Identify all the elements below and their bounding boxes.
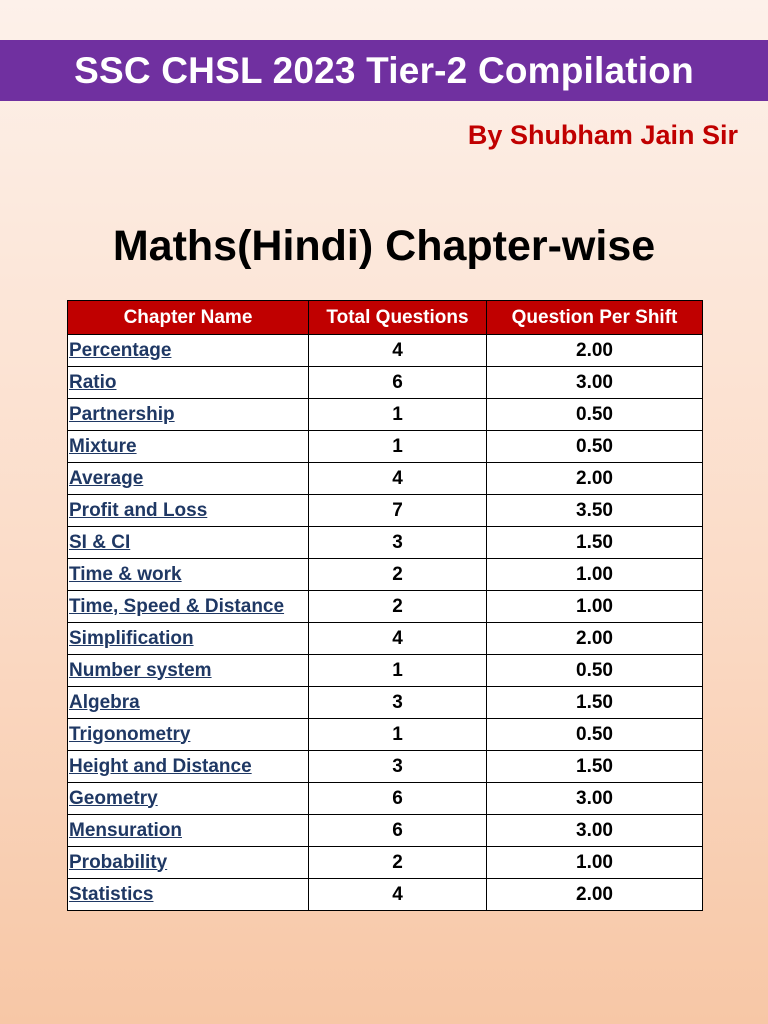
chapter-cell — [68, 879, 309, 911]
table-row — [68, 751, 703, 783]
chapter-link[interactable]: SI & CI — [69, 531, 131, 553]
questions-per-shift-cell: 1.00 — [487, 591, 703, 623]
total-questions-cell: 3 — [309, 751, 487, 783]
chapter-cell — [68, 463, 309, 495]
questions-per-shift-cell: 0.50 — [487, 431, 703, 463]
questions-per-shift-cell: 1.50 — [487, 687, 703, 719]
table-row — [68, 431, 703, 463]
chapter-link[interactable]: Trigonometry — [69, 723, 191, 745]
total-questions-cell: 2 — [309, 591, 487, 623]
column-header-per-shift: Question Per Shift — [487, 301, 703, 335]
total-questions-cell: 4 — [309, 463, 487, 495]
chapter-link[interactable]: Probability — [69, 851, 168, 873]
chapter-link[interactable]: Height and Distance — [69, 755, 252, 777]
chapter-link[interactable]: Ratio — [69, 371, 117, 393]
page-title: SSC CHSL 2023 Tier-2 Compilation — [74, 49, 694, 91]
questions-per-shift-cell: 3.00 — [487, 367, 703, 399]
total-questions-cell: 1 — [309, 431, 487, 463]
chapter-link[interactable]: Geometry — [69, 787, 158, 809]
total-questions-cell: 4 — [309, 335, 487, 367]
table-row — [68, 367, 703, 399]
title-banner — [0, 40, 768, 101]
chapter-link[interactable]: Profit and Loss — [69, 499, 208, 521]
table-row — [68, 559, 703, 591]
table-row — [68, 687, 703, 719]
chapter-table — [67, 300, 703, 911]
table-row — [68, 591, 703, 623]
chapter-cell — [68, 591, 309, 623]
chapter-cell — [68, 847, 309, 879]
author-credit: By Shubham Jain Sir — [467, 120, 738, 150]
chapter-cell — [68, 431, 309, 463]
chapter-link[interactable]: Simplification — [69, 627, 194, 649]
table-row — [68, 655, 703, 687]
questions-per-shift-cell: 1.00 — [487, 847, 703, 879]
chapter-cell — [68, 399, 309, 431]
questions-per-shift-cell: 3.00 — [487, 783, 703, 815]
questions-per-shift-cell: 0.50 — [487, 399, 703, 431]
chapter-cell — [68, 367, 309, 399]
total-questions-cell: 1 — [309, 399, 487, 431]
table-row — [68, 815, 703, 847]
chapter-link[interactable]: Number system — [69, 659, 212, 681]
chapter-cell — [68, 815, 309, 847]
chapter-link[interactable]: Statistics — [69, 883, 154, 905]
chapter-cell — [68, 623, 309, 655]
total-questions-cell: 1 — [309, 655, 487, 687]
questions-per-shift-cell: 0.50 — [487, 655, 703, 687]
chapter-cell — [68, 719, 309, 751]
chapter-link[interactable]: Algebra — [69, 691, 140, 713]
chapter-link[interactable]: Time & work — [69, 563, 182, 585]
questions-per-shift-cell: 3.50 — [487, 495, 703, 527]
chapter-cell — [68, 495, 309, 527]
table-row — [68, 335, 703, 367]
table-row — [68, 463, 703, 495]
chapter-cell — [68, 527, 309, 559]
total-questions-cell: 3 — [309, 687, 487, 719]
table-row — [68, 495, 703, 527]
chapter-cell — [68, 751, 309, 783]
chapter-cell — [68, 783, 309, 815]
chapter-link[interactable]: Time, Speed & Distance — [69, 595, 285, 617]
table-row — [68, 847, 703, 879]
questions-per-shift-cell: 1.50 — [487, 751, 703, 783]
questions-per-shift-cell: 2.00 — [487, 335, 703, 367]
table-header-row — [68, 301, 703, 335]
total-questions-cell: 6 — [309, 367, 487, 399]
table-row — [68, 719, 703, 751]
total-questions-cell: 6 — [309, 815, 487, 847]
chapter-link[interactable]: Percentage — [69, 339, 172, 361]
chapter-cell — [68, 655, 309, 687]
chapter-link[interactable]: Mensuration — [69, 819, 182, 841]
chapter-cell — [68, 335, 309, 367]
table-body — [68, 335, 703, 911]
column-header-total: Total Questions — [309, 301, 487, 335]
table-row — [68, 879, 703, 911]
section-heading: Maths(Hindi) Chapter-wise — [112, 222, 656, 270]
total-questions-cell: 3 — [309, 527, 487, 559]
table-row — [68, 623, 703, 655]
questions-per-shift-cell: 2.00 — [487, 879, 703, 911]
total-questions-cell: 6 — [309, 783, 487, 815]
chapter-link[interactable]: Partnership — [69, 403, 175, 425]
chapter-link[interactable]: Average — [69, 467, 144, 489]
chapter-cell — [68, 687, 309, 719]
total-questions-cell: 2 — [309, 847, 487, 879]
questions-per-shift-cell: 1.50 — [487, 527, 703, 559]
table-row — [68, 783, 703, 815]
total-questions-cell: 7 — [309, 495, 487, 527]
questions-per-shift-cell: 3.00 — [487, 815, 703, 847]
column-header-chapter: Chapter Name — [68, 301, 309, 335]
total-questions-cell: 4 — [309, 879, 487, 911]
chapter-cell — [68, 559, 309, 591]
questions-per-shift-cell: 0.50 — [487, 719, 703, 751]
questions-per-shift-cell: 2.00 — [487, 623, 703, 655]
table-row — [68, 399, 703, 431]
total-questions-cell: 2 — [309, 559, 487, 591]
table-row — [68, 527, 703, 559]
questions-per-shift-cell: 1.00 — [487, 559, 703, 591]
total-questions-cell: 1 — [309, 719, 487, 751]
chapter-link[interactable]: Mixture — [69, 435, 137, 457]
total-questions-cell: 4 — [309, 623, 487, 655]
questions-per-shift-cell: 2.00 — [487, 463, 703, 495]
